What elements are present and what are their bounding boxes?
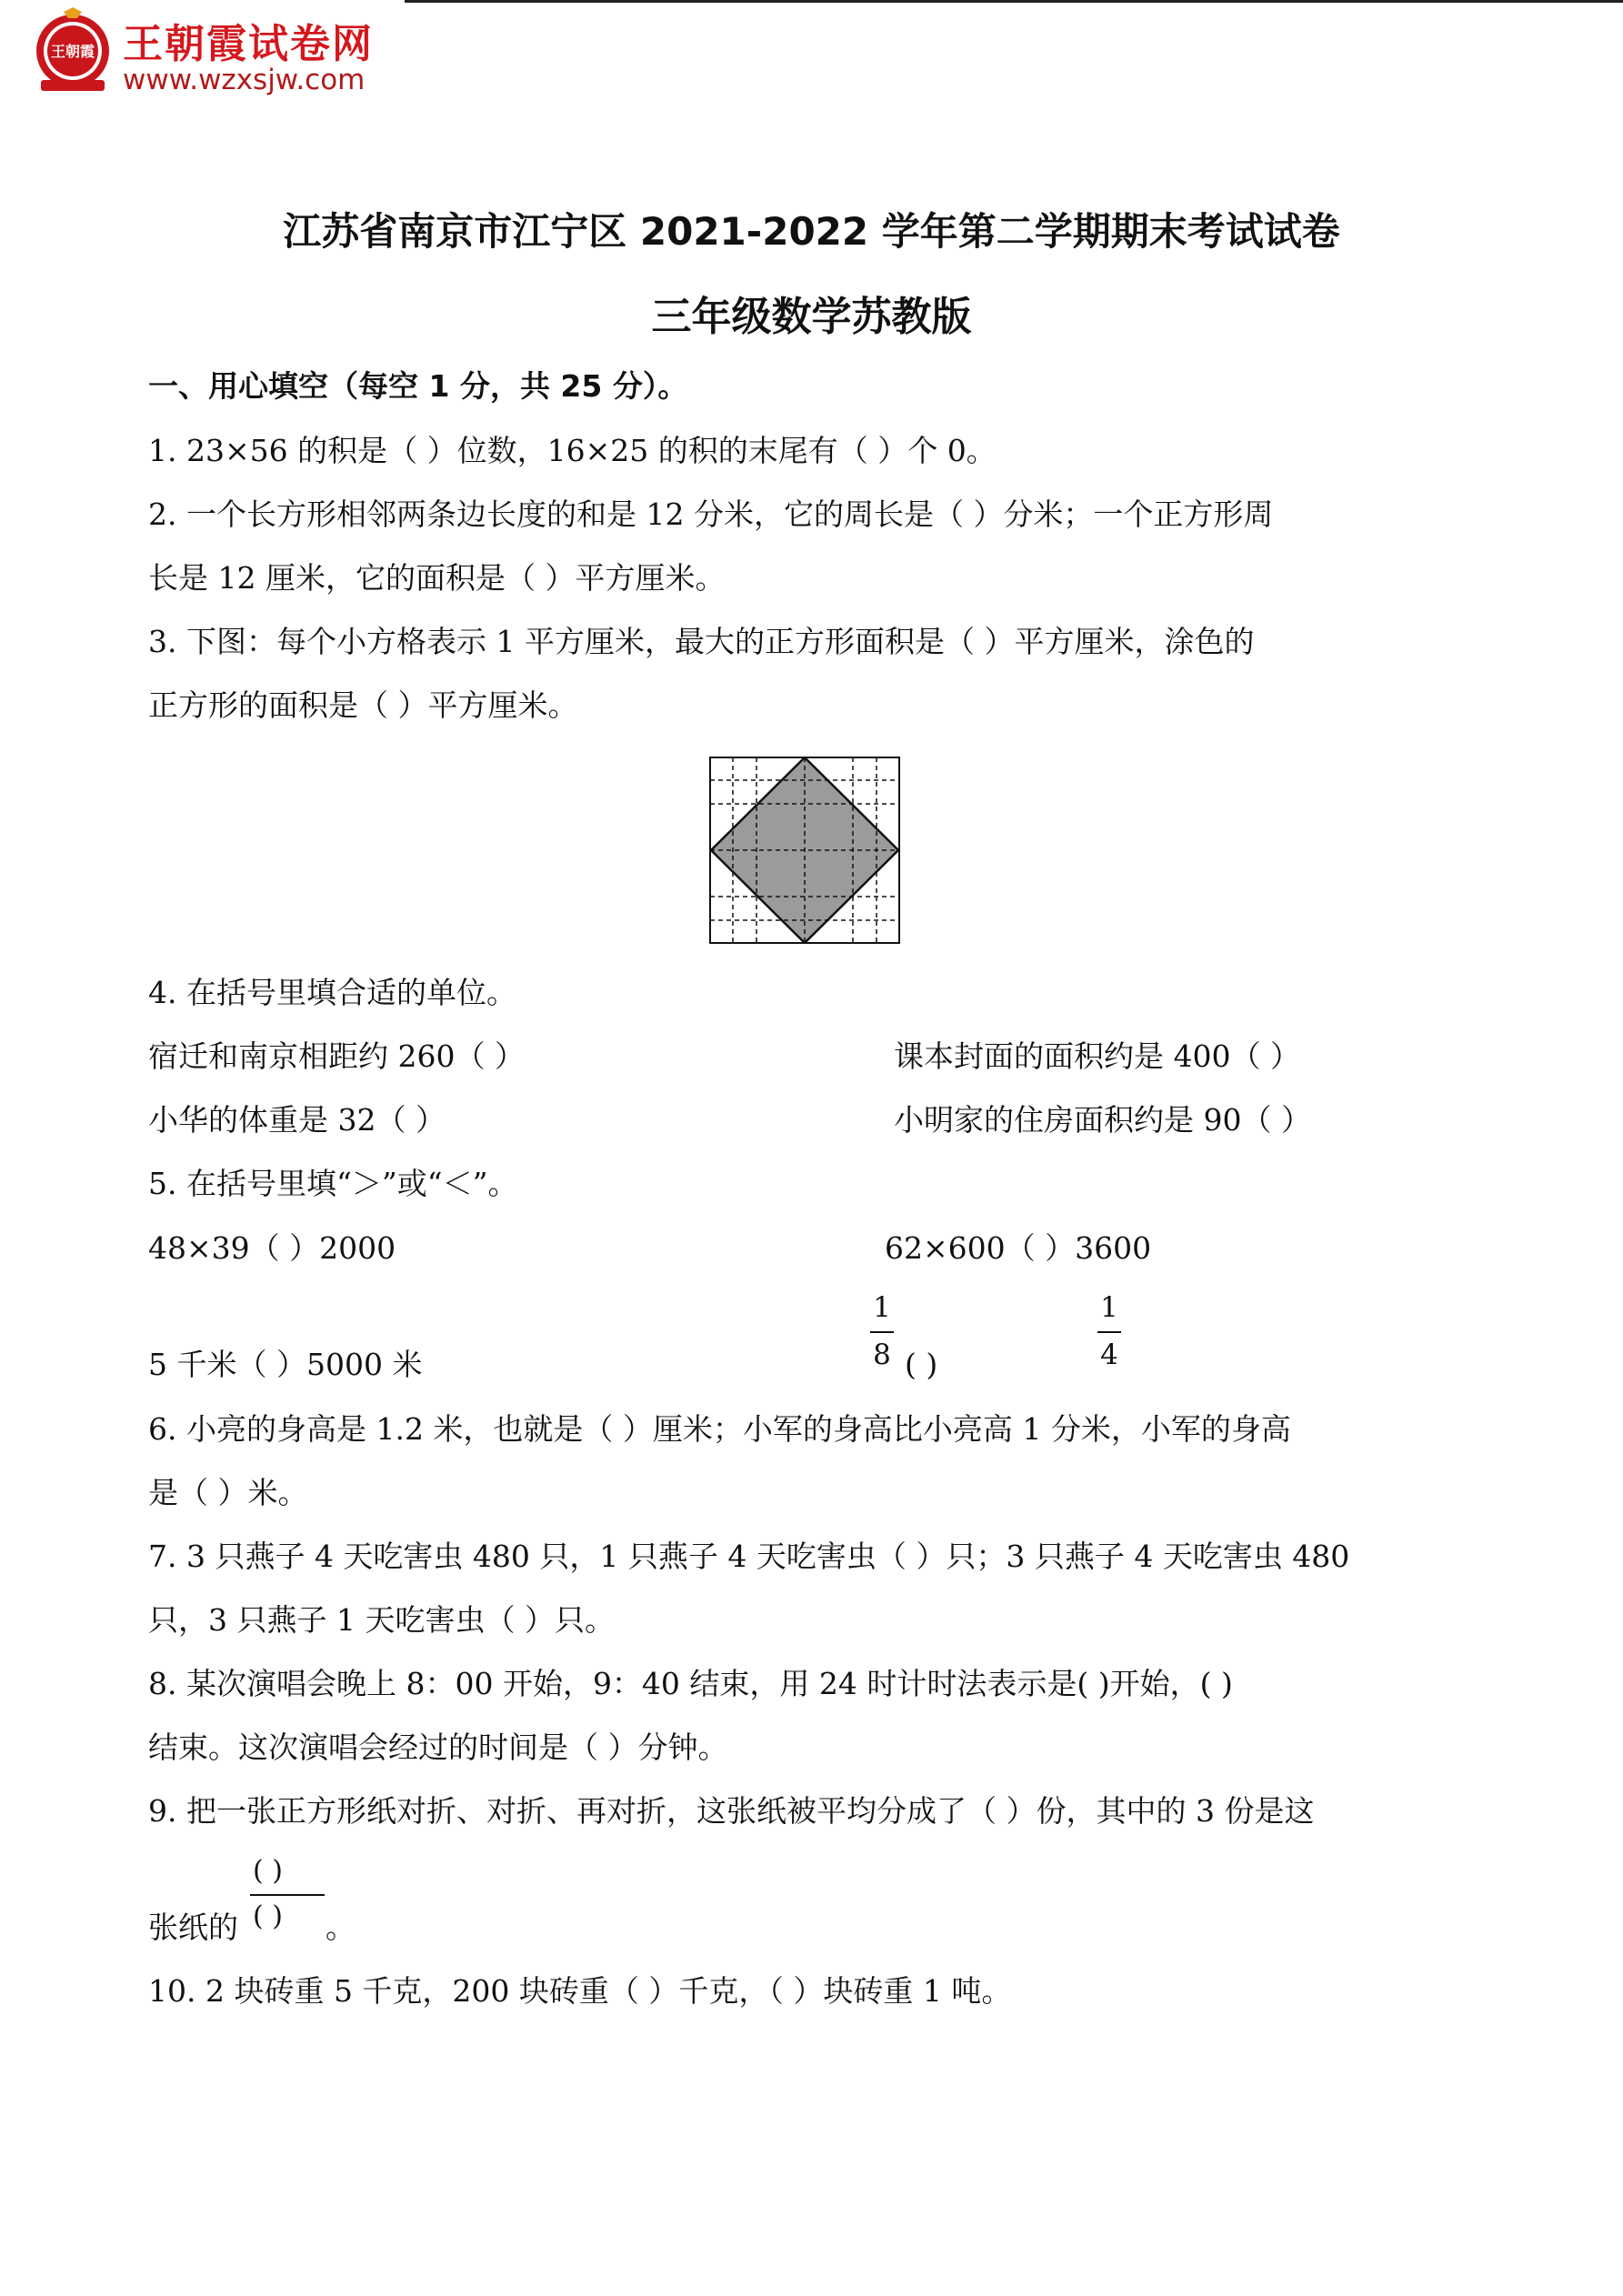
question-2-line-1: 2. 一个长方形相邻两条边长度的和是 12 分米，它的周长是（ ）分米；一个正方形周 [148,496,1274,532]
question-9-fraction-denominator: ( ) [253,1900,283,1932]
question-8-line-1: 8. 某次演唱会晚上 8：00 开始，9：40 结束，用 24 时计时法表示是( )开始，( ) [148,1666,1233,1701]
question-5-item-d-paren: ( ) [905,1347,938,1382]
exam-title: 江苏省南京市江宁区 2021-2022 学年第二学期期末考试试卷 [283,209,1340,254]
question-9-fraction-bar [250,1894,325,1896]
fraction-left-denominator: 8 [873,1338,891,1371]
top-rule [405,0,1623,3]
question-10: 10. 2 块砖重 5 千克，200 块砖重（ ）千克，（ ）块砖重 1 吨。 [148,1973,1012,2009]
question-2-line-2: 长是 12 厘米，它的面积是（ ）平方厘米。 [148,560,726,596]
section-heading-1: 一、用心填空（每空 1 分，共 25 分）。 [148,368,688,404]
brand-name: 王朝霞试卷网 [123,21,374,67]
fraction-left-bar [870,1331,894,1333]
question-9-fraction-numerator: ( ) [253,1855,283,1887]
question-9-line-2: 张纸的 [148,1910,238,1945]
question-4-item-a: 宿迁和南京相距约 260（ ） [148,1038,525,1074]
brand-url: www.wzxsjw.com [123,64,366,96]
question-3-line-1: 3. 下图：每个小方格表示 1 平方厘米，最大的正方形面积是（ ）平方厘米，涂色的 [148,624,1255,659]
question-3-line-2: 正方形的面积是（ ）平方厘米。 [148,687,578,723]
question-6-line-2: 是（ ）米。 [148,1475,308,1510]
question-8-line-2: 结束。这次演唱会经过的时间是（ ）分钟。 [148,1730,728,1765]
question-1: 1. 23×56 的积是（ ）位数，16×25 的积的末尾有（ ）个 0。 [148,433,997,468]
question-4: 4. 在括号里填合适的单位。 [148,975,516,1010]
question-9-line-1: 9. 把一张正方形纸对折、对折、再对折，这张纸被平均分成了（ ）份，其中的 3 份是这 [148,1793,1315,1829]
fraction-left-numerator: 1 [873,1291,891,1324]
question-7-line-2: 只，3 只燕子 1 天吃害虫（ ）只。 [148,1602,615,1638]
question-5: 5. 在括号里填“＞”或“＜”。 [148,1166,518,1201]
question-6-line-1: 6. 小亮的身高是 1.2 米，也就是（ ）厘米；小军的身高比小亮高 1 分米，小军的身高 [148,1411,1291,1447]
grid-square-figure [709,757,900,944]
exam-subtitle: 三年级数学苏教版 [651,294,972,340]
question-7-line-1: 7. 3 只燕子 4 天吃害虫 480 只，1 只燕子 4 天吃害虫（ ）只；3 只燕子 4 天吃害虫 480 [148,1539,1350,1574]
fraction-right-bar [1097,1331,1121,1333]
question-5-item-c: 5 千米（ ）5000 米 [148,1347,423,1382]
question-4-item-b: 课本封面的面积约是 400（ ） [894,1038,1300,1074]
question-9-end: 。 [326,1910,356,1945]
brand-logo-icon [27,7,118,98]
fraction-right-denominator: 4 [1100,1338,1118,1371]
fraction-right-numerator: 1 [1100,1291,1118,1324]
svg-text:王朝霞: 王朝霞 [50,43,95,60]
question-4-item-c: 小华的体重是 32（ ） [148,1102,446,1138]
question-4-item-d: 小明家的住房面积约是 90（ ） [894,1102,1311,1138]
question-5-item-a: 48×39（ ）2000 [148,1230,396,1266]
question-5-item-b: 62×600（ ）3600 [885,1230,1152,1266]
